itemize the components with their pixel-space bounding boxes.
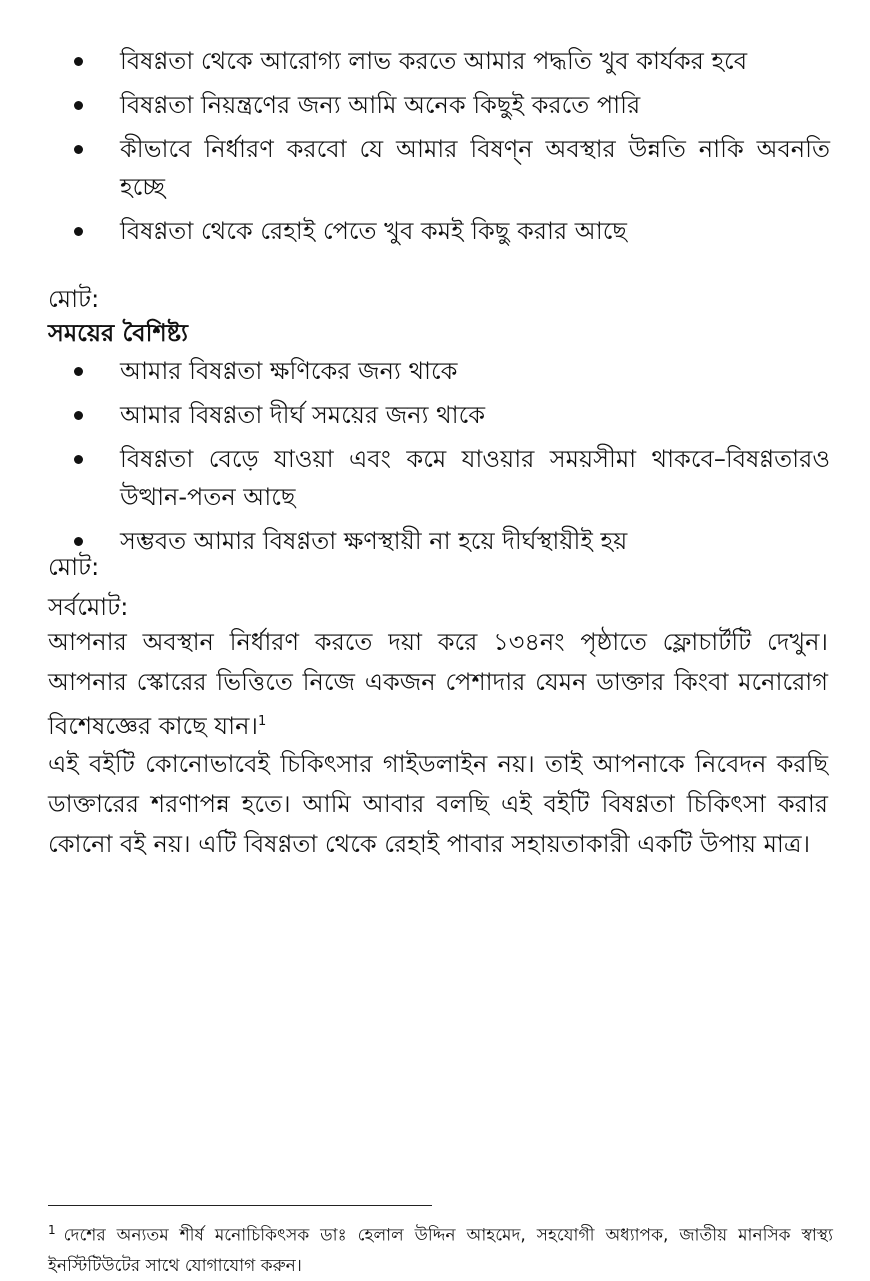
belief-statement-list xyxy=(0,42,870,256)
bullet-icon xyxy=(74,145,83,154)
list-item-text: বিষণ্ণতা বেড়ে যাওয়া এবং কমে যাওয়ার সময়সীমা থাকবে–বিষণ্ণতারও উত্থান-পতন আছে xyxy=(120,445,830,511)
bullet-icon xyxy=(74,411,83,420)
footnote-reference: 1 xyxy=(258,714,267,729)
footnote-text: দেশের অন্যতম শীর্ষ মনোচিকিৎসক ডাঃ হেলাল উদ্দিন আহমেদ, সহযোগী অধ্যাপক, জাতীয় মানসিক স্বাস্থ্য ইনস্টিটিউটের সাথে যোগাযোগ করুন। xyxy=(48,1225,833,1276)
list-item xyxy=(0,396,870,434)
subtotal-label: মোট: xyxy=(48,285,100,313)
instruction-paragraph xyxy=(48,622,828,746)
bullet-icon xyxy=(74,57,83,66)
list-item xyxy=(0,212,870,250)
list-item-text: আমার বিষণ্ণতা দীর্ঘ সময়ের জন্য থাকে xyxy=(120,401,486,429)
grand-total-label: সর্বমোট: xyxy=(48,593,129,621)
subtotal-label: মোট: xyxy=(48,553,100,581)
bullet-icon xyxy=(74,101,83,110)
paragraph-text: আপনার অবস্থান নির্ধারণ করতে দয়া করে ১৩৪নং পৃষ্ঠাতে ফ্লোচার্টটি দেখুন। আপনার স্কোরের ভিত্তিতে নিজে একজন পেশাদার যেমন ডাক্তার কিংবা মনোরোগ বিশেষজ্ঞের কাছে যান। xyxy=(48,628,828,740)
bullet-icon xyxy=(74,455,83,464)
bullet-icon xyxy=(74,227,83,236)
footnote xyxy=(48,1215,833,1281)
list-item xyxy=(0,522,870,560)
time-characteristic-list xyxy=(0,352,870,566)
list-item-text: বিষণ্ণতা নিয়ন্ত্রণের জন্য আমি অনেক কিছুই করতে পারি xyxy=(120,91,641,119)
list-item-text: বিষণ্ণতা থেকে রেহাই পেতে খুব কমই কিছু করার আছে xyxy=(120,217,627,245)
bullet-icon xyxy=(74,537,83,546)
footnote-mark: 1 xyxy=(48,1223,56,1237)
list-item xyxy=(0,42,870,80)
list-item xyxy=(0,440,870,516)
list-item-text: আমার বিষণ্ণতা ক্ষণিকের জন্য থাকে xyxy=(120,357,458,385)
disclaimer-paragraph xyxy=(48,744,828,864)
list-item-text: সম্ভবত আমার বিষণ্ণতা ক্ষণস্থায়ী না হয়ে দীর্ঘস্থায়ীই হয় xyxy=(120,527,628,555)
section-heading: সময়ের বৈশিষ্ট্য xyxy=(48,319,188,347)
footnote-divider xyxy=(48,1205,432,1206)
list-item-text: কীভাবে নির্ধারণ করবো যে আমার বিষণ্ন অবস্থার উন্নতি নাকি অবনতি হচ্ছে xyxy=(120,135,830,201)
list-item-text: বিষণ্ণতা থেকে আরোগ্য লাভ করতে আমার পদ্ধতি খুব কার্যকর হবে xyxy=(120,47,748,75)
list-item xyxy=(0,130,870,206)
list-item xyxy=(0,352,870,390)
paragraph-text: এই বইটি কোনোভাবেই চিকিৎসার গাইডলাইন নয়। তাই আপনাকে নিবেদন করছি ডাক্তারের শরণাপন্ন হতে। আমি আবার বলছি এই বইটি বিষণ্ণতা চিকিৎসা করার কোনো বই নয়। এটি বিষণ্ণতা থেকে রেহাই পাবার সহায়তাকারী একটি উপায় মাত্র। xyxy=(48,750,828,858)
bullet-icon xyxy=(74,367,83,376)
list-item xyxy=(0,86,870,124)
